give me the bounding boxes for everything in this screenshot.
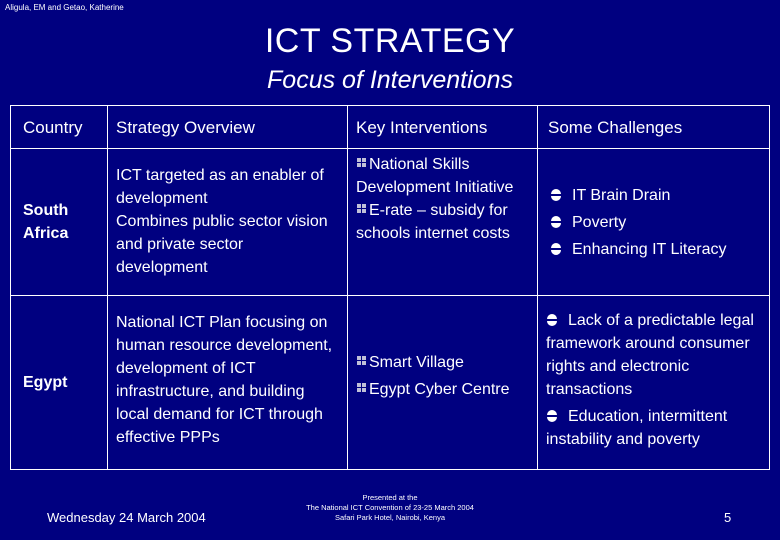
- footer-presented-at: [280, 493, 500, 523]
- split-circle-bullet-icon: [546, 314, 558, 326]
- overview-line: National ICT Plan focusing on human resource development, development of ICT infrastructure, and building local demand for ICT through effective PPPs: [116, 314, 333, 446]
- square-cluster-bullet-icon: [356, 157, 368, 169]
- header-key-interventions: Key Interventions: [348, 106, 538, 148]
- country-name: Egypt: [11, 296, 108, 469]
- intervention-item: National Skills Development Initiative: [356, 156, 514, 196]
- header-country: Country: [11, 106, 108, 148]
- strategy-overview: [108, 296, 348, 469]
- page-number: 5: [724, 510, 732, 525]
- challenge-item: Enhancing IT Literacy: [550, 238, 763, 261]
- footer-presented-line: Presented at the: [362, 493, 418, 502]
- strategy-table: [10, 105, 770, 470]
- split-circle-bullet-icon: [546, 410, 558, 422]
- key-interventions: [348, 149, 538, 295]
- split-circle-bullet-icon: [550, 189, 562, 201]
- table-row: [11, 296, 769, 469]
- slide-subtitle: Focus of Interventions: [267, 66, 513, 94]
- key-interventions: [348, 296, 538, 469]
- split-circle-bullet-icon: [550, 216, 562, 228]
- table-header-row: [11, 106, 769, 149]
- strategy-overview: [108, 149, 348, 295]
- challenge-item: Lack of a predictable legal framework around consumer rights and electronic transactions: [546, 312, 754, 398]
- overview-line: ICT targeted as an enabler of development: [116, 167, 324, 207]
- intervention-item: Smart Village: [356, 351, 531, 374]
- some-challenges: [538, 296, 769, 469]
- overview-line: Combines public sector vision and private sector development: [116, 213, 328, 276]
- challenge-item: Education, intermittent instability and poverty: [546, 408, 728, 448]
- intervention-item: E-rate – subsidy for schools internet costs: [356, 202, 510, 242]
- table-row: [11, 149, 769, 296]
- header-strategy-overview: Strategy Overview: [108, 106, 348, 148]
- challenge-item: Poverty: [550, 211, 763, 234]
- footer-presented-line: Safari Park Hotel, Nairobi, Kenya: [334, 513, 446, 522]
- country-name: South Africa: [11, 149, 108, 295]
- challenge-item: IT Brain Drain: [550, 184, 763, 207]
- intervention-item: Egypt Cyber Centre: [356, 378, 531, 401]
- authors-note: Aligula, EM and Getao, Katherine: [5, 3, 124, 12]
- header-some-challenges: Some Challenges: [548, 117, 683, 137]
- footer-date: Wednesday 24 March 2004: [47, 510, 206, 525]
- square-cluster-bullet-icon: [356, 203, 368, 215]
- split-circle-bullet-icon: [550, 243, 562, 255]
- square-cluster-bullet-icon: [356, 382, 368, 394]
- slide-title: ICT STRATEGY: [264, 22, 516, 60]
- footer-presented-line: The National ICT Convention of 23-25 March 2004: [306, 503, 474, 512]
- square-cluster-bullet-icon: [356, 355, 368, 367]
- some-challenges: [538, 149, 769, 295]
